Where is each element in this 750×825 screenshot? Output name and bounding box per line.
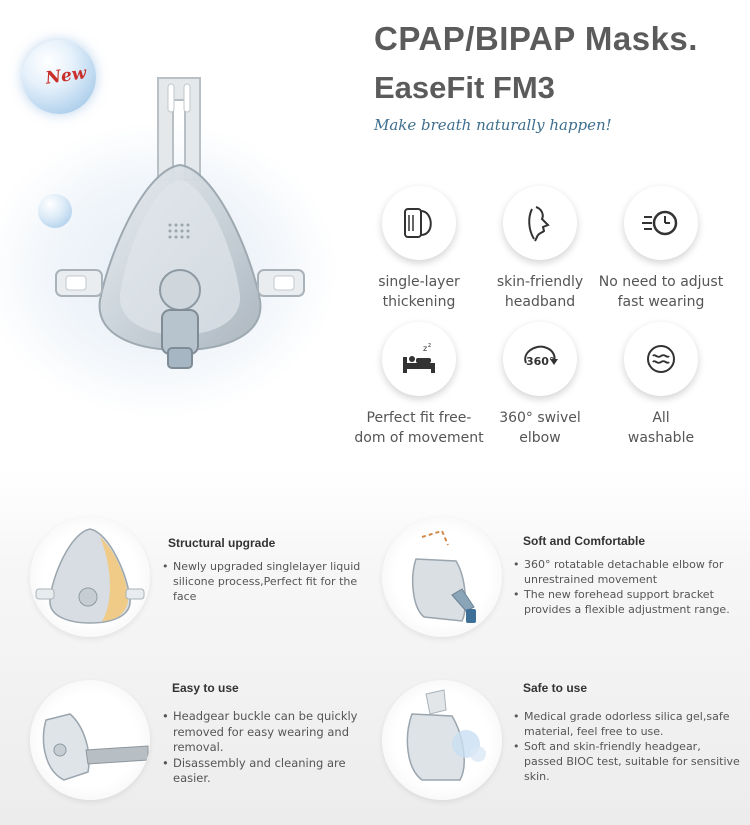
feature-label-line2: headband: [504, 294, 576, 310]
detail-title: Easy to use: [172, 681, 239, 695]
feature-label-line2: elbow: [519, 430, 561, 446]
feature-label-line1: All: [652, 410, 670, 426]
feature-icon-circle: [624, 322, 698, 396]
rotate-360-text: 360°: [526, 355, 555, 368]
rotate-360-icon: [520, 339, 560, 379]
soft-comfortable-image: [382, 517, 502, 637]
detail-bullet: • Newly upgraded singlelayer liquid silicone process,Perfect fit for the face: [162, 559, 372, 604]
detail-bullets: [162, 559, 372, 604]
feature-icon-circle: [624, 186, 698, 260]
feature-label-line1: No need to adjust: [598, 274, 724, 290]
svg-text:z: z: [423, 344, 428, 353]
detail-bullet: • Headgear buckle can be quickly removed for easy wearing and removal.: [162, 709, 367, 756]
detail-title: Structural upgrade: [168, 536, 276, 550]
feature-single-layer: [349, 186, 489, 312]
detail-bullet: • Soft and skin-friendly headgear, passed BIOC test, suitable for sensitive skin.: [513, 739, 743, 784]
feature-fast-wearing: [591, 186, 731, 312]
svg-text:z: z: [428, 342, 432, 349]
new-badge: New: [44, 63, 88, 89]
feature-label-line1: Perfect fit free-: [366, 410, 472, 426]
feature-icon-circle: [382, 186, 456, 260]
detail-title: Soft and Comfortable: [523, 534, 645, 548]
feature-icon-circle: [503, 322, 577, 396]
feature-swivel-elbow: [470, 322, 610, 448]
product-model-title: EaseFit FM3: [374, 70, 555, 105]
detail-bullet: • Medical grade odorless silica gel,safe material, feel free to use.: [513, 709, 743, 739]
feature-label-line2: fast wearing: [617, 294, 705, 310]
detail-bullet: • The new forehead support bracket provides a flexible adjustment range.: [513, 587, 743, 617]
feature-skin-friendly: [470, 186, 610, 312]
feature-label-line2: thickening: [382, 294, 456, 310]
feature-label-line1: 360° swivel: [499, 410, 581, 426]
bed-sleep-icon: [399, 339, 439, 379]
product-category-title: CPAP/BIPAP Masks.: [374, 20, 698, 57]
safe-to-use-image: [382, 680, 502, 800]
feature-perfect-fit: [349, 322, 489, 448]
water-wave-icon: [641, 339, 681, 379]
feature-label-line2: dom of movement: [354, 430, 484, 446]
feature-icon-circle: [382, 322, 456, 396]
detail-bullet: • Disassembly and cleaning are easier.: [162, 756, 367, 787]
detail-bullets: [513, 557, 743, 617]
tagline: Make breath naturally happen!: [374, 116, 612, 134]
feature-label-line2: washable: [627, 430, 695, 446]
cushion-layer-icon: [399, 203, 439, 243]
feature-label-line1: skin-friendly: [496, 274, 584, 290]
structural-upgrade-image: [30, 517, 150, 637]
detail-bullets: [162, 709, 367, 787]
detail-bullets: [513, 709, 743, 784]
feature-label-line1: single-layer: [378, 274, 460, 290]
feature-washable: [591, 322, 731, 448]
detail-title: Safe to use: [523, 681, 588, 695]
feature-icon-circle: [503, 186, 577, 260]
face-profile-icon: [520, 203, 560, 243]
easy-to-use-image: [30, 680, 150, 800]
cpap-mask-image: [40, 60, 320, 380]
detail-bullet: • 360° rotatable detachable elbow for unrestrained movement: [513, 557, 743, 587]
fast-timer-icon: [641, 203, 681, 243]
